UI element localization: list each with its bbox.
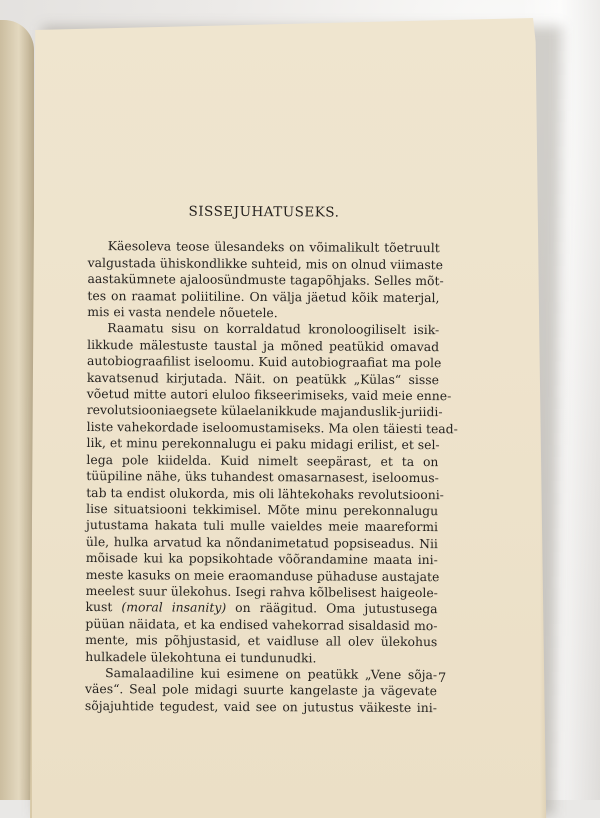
chapter-heading: SISSEJUHATUSEKS.: [188, 203, 340, 221]
text-line: Käesoleva teose ülesandeks on võimalikult tõetruult: [107, 238, 440, 256]
text-line: tes on raamat poliitiline. On välja jäetud kõik materjal,: [87, 287, 440, 305]
text-line: mis ei vasta nendele nõuetele.: [87, 304, 278, 321]
text-line: lik, et minu perekonnalugu ei paku midagi erilist, et sel-: [86, 435, 440, 453]
text-line: meelest suur ülekohus. Isegi rahva kõlbelisest haigeole-: [85, 582, 438, 601]
paragraph-3: [85, 665, 437, 716]
text-line: sõjajuhtide tegudest, vaid see on jutustus väikeste ini-: [84, 697, 437, 715]
text-line: Samalaadiline kui esimene on peatükk „Vene sõja-: [105, 665, 438, 683]
text-line: lega pole kiidelda. Kuid nimelt seepärast, et ta on: [86, 451, 439, 469]
text-line: püüan näidata, et ka endised vahekorrad sisaldasid mo-: [85, 615, 438, 633]
text-line: valgustada ühiskondlikke suhteid, mis on olnud viimaste: [87, 254, 444, 272]
text-line: üle, hulka arvatud ka nõndanimetatud popsiseadus. Nii: [85, 533, 438, 551]
text-line: Raamatu sisu on korraldatud kronoloogiliselt isik-: [107, 320, 440, 338]
text-line: aastakümnete ajaloosündmuste tagapõhjaks. Selles mõt-: [87, 271, 444, 289]
text-line: liste vahekordade iseloomustamiseks. Ma olen täiesti tead-: [86, 418, 458, 437]
paragraph-1: [87, 238, 444, 322]
text-line: revolutsiooniaegsete külaelanikkude majanduslik-juriidi-: [86, 402, 443, 420]
text-line: kust (moral insanity) on räägitud. Oma jutustusega: [85, 599, 438, 617]
text-line: lise situatsiooni tekkimisel. Mõte minu perekonnalugu: [86, 500, 439, 519]
text-line: mente, mis põhjustasid, et vaidluse all olev ülekohus: [85, 632, 438, 650]
text-line: likkude mälestuste taustal ja mõned peatükid omavad: [87, 336, 440, 354]
text-line: mõisade kui ka popsikohtade võõrandamine maata ini-: [85, 550, 438, 568]
text-line: tab ta endist olukorda, mis oli lähtekohaks revolutsiooni-: [86, 484, 444, 502]
text-line: jutustama hakata tuli mulle vaieldes meie maareformi: [85, 517, 439, 535]
text-line: võetud mitte autori eluloo fikseerimiseks, vaid meie enne-: [86, 386, 452, 404]
text-line: kavatsenud kirjutada. Näit. on peatükk „Külas“ sisse: [86, 369, 439, 387]
text-line: väes“. Seal pole midagi suurte kangelaste ja vägevate: [84, 681, 438, 699]
paragraph-2: [85, 320, 458, 667]
italic-phrase: (moral insanity): [121, 599, 227, 616]
text-line: hulkadele ülekohtuna ei tundunudki.: [85, 648, 317, 665]
text-line: meste kasuks on meie eraomanduse pühaduse austajate: [85, 566, 440, 584]
page-text: [84, 203, 458, 716]
text-line: tüüpiline nähe, üks tuhandest omasarnasest, iseloomus-: [86, 468, 439, 486]
text-line: autobiograafilist iseloomu. Kuid autobiograafiat ma pole: [86, 353, 442, 371]
page-number: 7: [438, 671, 447, 686]
left-page-edge: [0, 20, 34, 800]
